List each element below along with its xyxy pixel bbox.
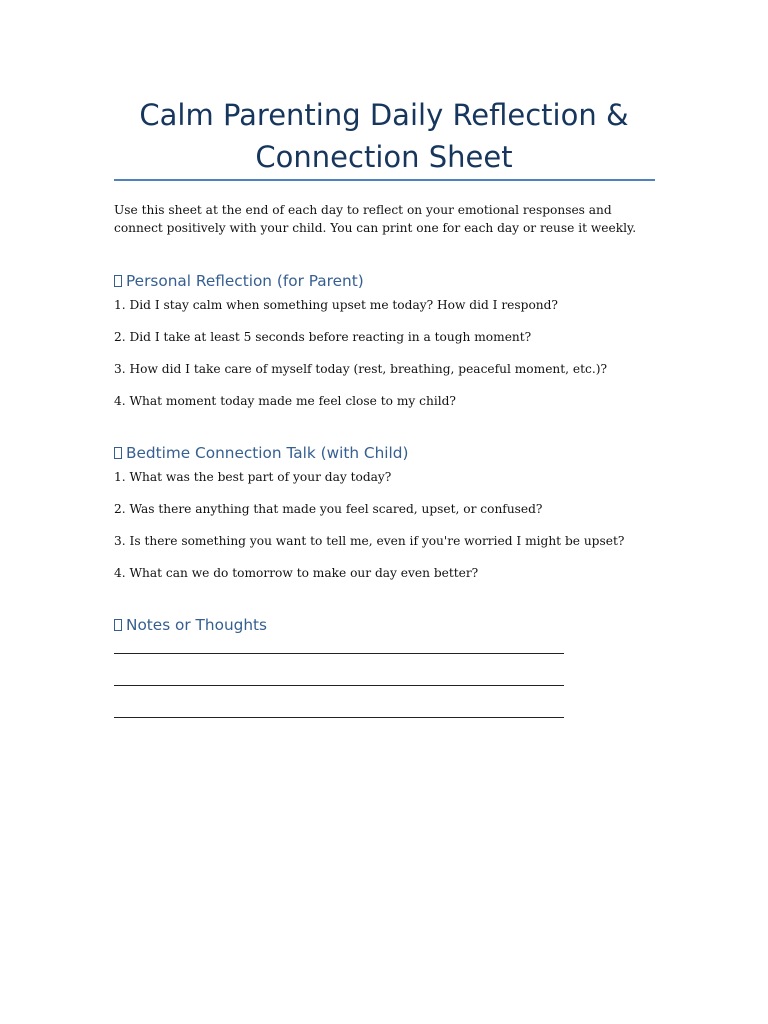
notes-writing-line bbox=[114, 717, 564, 718]
notes-writing-line bbox=[114, 685, 564, 686]
section-heading-label: Personal Reflection (for Parent) bbox=[126, 272, 364, 290]
intro-paragraph: Use this sheet at the end of each day to reflect on your emotional responses and connect positively with your child. You can print one for each day or reuse it weekly. bbox=[114, 203, 637, 235]
page-title: Calm Parenting Daily Reflection & Connection Sheet bbox=[139, 98, 629, 174]
missing-glyph-icon bbox=[114, 447, 122, 459]
question-item: 4. What moment today made me feel close to my child? bbox=[114, 394, 456, 408]
title-divider bbox=[114, 179, 655, 181]
missing-glyph-icon bbox=[114, 619, 122, 631]
question-item: 2. Was there anything that made you feel scared, upset, or confused? bbox=[114, 502, 543, 516]
section-heading-notes bbox=[114, 615, 267, 635]
question-item: 3. How did I take care of myself today (rest, breathing, peaceful moment, etc.)? bbox=[114, 362, 608, 376]
question-item: 1. What was the best part of your day today? bbox=[114, 470, 392, 484]
question-item: 1. Did I stay calm when something upset me today? How did I respond? bbox=[114, 298, 558, 312]
notes-writing-line bbox=[114, 653, 564, 654]
question-item: 3. Is there something you want to tell me, even if you're worried I might be upset? bbox=[114, 534, 625, 548]
section-heading-personal-reflection bbox=[114, 271, 364, 291]
missing-glyph-icon bbox=[114, 275, 122, 287]
question-item: 4. What can we do tomorrow to make our day even better? bbox=[114, 566, 479, 580]
section-heading-label: Bedtime Connection Talk (with Child) bbox=[126, 444, 409, 462]
section-heading-bedtime-connection bbox=[114, 443, 408, 463]
question-item: 2. Did I take at least 5 seconds before reacting in a tough moment? bbox=[114, 330, 532, 344]
section-heading-label: Notes or Thoughts bbox=[126, 616, 268, 634]
